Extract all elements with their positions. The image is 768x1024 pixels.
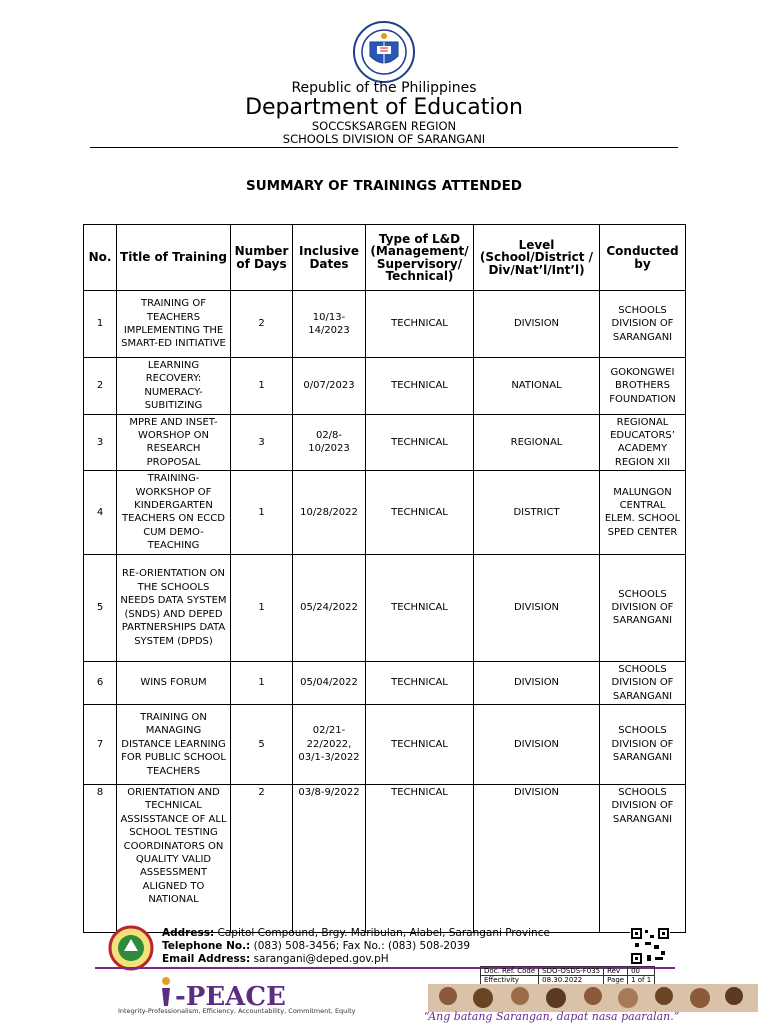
row-dates: 10/28/2022	[293, 471, 366, 554]
doc-ref-label: Doc. Ref. Code	[481, 967, 539, 976]
table-row	[84, 414, 686, 471]
row-no: 6	[84, 661, 117, 704]
effectivity-label: Effectivity	[481, 976, 539, 985]
division-logo-icon	[104, 925, 158, 971]
table-row	[84, 661, 686, 704]
email-value: sarangani@deped.gov.pH	[253, 953, 389, 965]
rev-label: Rev	[604, 967, 628, 976]
header-dates: Inclusive Dates	[293, 225, 366, 291]
ipeace-logo-icon	[156, 976, 176, 1008]
telephone-line	[162, 940, 470, 952]
page-value: 1 of 1	[628, 976, 655, 985]
telephone-value: (083) 508-3456; Fax No.: (083) 508-2039	[253, 940, 471, 952]
table-row	[84, 704, 686, 784]
row-days: 1	[231, 554, 293, 661]
row-title: WINS FORUM	[117, 661, 231, 704]
row-conducted-by: SCHOOLS DIVISION OF SARANGANI	[600, 291, 686, 358]
row-level: DISTRICT	[474, 471, 600, 554]
row-type: TECHNICAL	[366, 784, 474, 932]
row-title: ORIENTATION AND TECHNICAL ASSISSTANCE OF ALL SCHOOL TESTING COORDINATORS ON QUALITY VALID ASSESSMENT ALIGNED TO NATIONAL	[117, 784, 231, 932]
row-level: DIVISION	[474, 661, 600, 704]
row-title: TRAINING ON MANAGING DISTANCE LEARNING FOR PUBLIC SCHOOL TEACHERS	[117, 704, 231, 784]
row-dates: 02/21-22/2022, 03/1-3/2022	[293, 704, 366, 784]
table-row	[84, 784, 686, 932]
rev-value: 00	[628, 967, 655, 976]
document-control-table	[480, 966, 655, 985]
row-type: TECHNICAL	[366, 358, 474, 415]
qr-code-icon	[630, 927, 670, 965]
telephone-label: Telephone No.:	[162, 940, 251, 952]
email-label: Email Address:	[162, 953, 251, 965]
row-level: DIVISION	[474, 704, 600, 784]
row-title: LEARNING RECOVERY: NUMERACY-SUBITIZING	[117, 358, 231, 415]
header-divider	[90, 147, 678, 148]
header-type: Type of L&D (Management/ Supervisory/ Technical)	[366, 225, 474, 291]
row-conducted-by: SCHOOLS DIVISION OF SARANGANI	[600, 704, 686, 784]
row-days: 1	[231, 661, 293, 704]
row-conducted-by: SCHOOLS DIVISION OF SARANGANI	[600, 784, 686, 932]
row-type: TECHNICAL	[366, 661, 474, 704]
address-label: Address:	[162, 927, 215, 939]
motto-text: “Ang batang Sarangan, dapat nasa paaralan.”	[424, 1010, 680, 1023]
row-conducted-by: GOKONGWEI BROTHERS FOUNDATION	[600, 358, 686, 415]
row-dates: 0/07/2023	[293, 358, 366, 415]
header-days: Number of Days	[231, 225, 293, 291]
header-level: Level (School/District / Div/Nat’l/Int’l)	[474, 225, 600, 291]
table-header-row	[84, 225, 686, 291]
address-value: Capitol Compound, Brgy. Maribulan, Alabel, Sarangani Province	[217, 927, 550, 939]
header-title: Title of Training	[117, 225, 231, 291]
page-label: Page	[604, 976, 628, 985]
row-type: TECHNICAL	[366, 291, 474, 358]
header-no: No.	[84, 225, 117, 291]
header-conducted-by: Conducted by	[600, 225, 686, 291]
row-level: REGIONAL	[474, 414, 600, 471]
row-conducted-by: SCHOOLS DIVISION OF SARANGANI	[600, 554, 686, 661]
effectivity-value: 08.30.2022	[539, 976, 604, 985]
row-no: 8	[84, 784, 117, 932]
row-conducted-by: SCHOOLS DIVISION OF SARANGANI	[600, 661, 686, 704]
row-title: MPRE AND INSET-WORSHOP ON RESEARCH PROPOSAL	[117, 414, 231, 471]
row-dates: 10/13-14/2023	[293, 291, 366, 358]
row-days: 5	[231, 704, 293, 784]
row-dates: 05/04/2022	[293, 661, 366, 704]
row-no: 3	[84, 414, 117, 471]
row-level: DIVISION	[474, 291, 600, 358]
row-title: RE-ORIENTATION ON THE SCHOOLS NEEDS DATA SYSTEM (SNDS) AND DEPED PARTNERSHIPS DATA SYSTEM (DPDS)	[117, 554, 231, 661]
trainings-table	[83, 224, 686, 933]
row-dates: 05/24/2022	[293, 554, 366, 661]
doc-ref-value: SDO-OSDS-F035	[539, 967, 604, 976]
department-heading: Department of Education	[245, 95, 523, 120]
row-days: 2	[231, 784, 293, 932]
row-level: NATIONAL	[474, 358, 600, 415]
students-photo-icon	[428, 984, 758, 1012]
table-row	[84, 291, 686, 358]
table-row	[84, 358, 686, 415]
row-no: 4	[84, 471, 117, 554]
row-dates: 03/8-9/2022	[293, 784, 366, 932]
division-heading: SCHOOLS DIVISION OF SARANGANI	[282, 132, 486, 146]
row-days: 1	[231, 358, 293, 415]
row-no: 1	[84, 291, 117, 358]
table-row	[84, 471, 686, 554]
row-level: DIVISION	[474, 554, 600, 661]
region-heading: SOCCSKSARGEN REGION	[311, 119, 457, 133]
table-row	[84, 554, 686, 661]
row-days: 1	[231, 471, 293, 554]
row-dates: 02/8-10/2023	[293, 414, 366, 471]
document-title: SUMMARY OF TRAININGS ATTENDED	[245, 178, 522, 194]
row-days: 2	[231, 291, 293, 358]
row-title: TRAINING-WORKSHOP OF KINDERGARTEN TEACHERS ON ECCD CUM DEMO-TEACHING	[117, 471, 231, 554]
row-days: 3	[231, 414, 293, 471]
ipeace-brand: -PEACE	[175, 982, 286, 1012]
email-line	[162, 953, 389, 965]
row-title: TRAINING OF TEACHERS IMPLEMENTING THE SMART-ED INITIATIVE	[117, 291, 231, 358]
row-type: TECHNICAL	[366, 414, 474, 471]
row-conducted-by: MALUNGON CENTRAL ELEM. SCHOOL SPED CENTER	[600, 471, 686, 554]
row-no: 5	[84, 554, 117, 661]
deped-seal-icon	[334, 20, 434, 84]
row-no: 2	[84, 358, 117, 415]
ipeace-tagline: Integrity-Professionalism, Efficiency, Accountability, Commitment, Equity	[118, 1007, 356, 1015]
address-line	[162, 927, 550, 939]
row-no: 7	[84, 704, 117, 784]
row-level: DIVISION	[474, 784, 600, 932]
row-type: TECHNICAL	[366, 471, 474, 554]
row-type: TECHNICAL	[366, 554, 474, 661]
row-conducted-by: REGIONAL EDUCATORS’ ACADEMY REGION XII	[600, 414, 686, 471]
row-type: TECHNICAL	[366, 704, 474, 784]
republic-heading: Republic of the Philippines	[291, 80, 477, 96]
